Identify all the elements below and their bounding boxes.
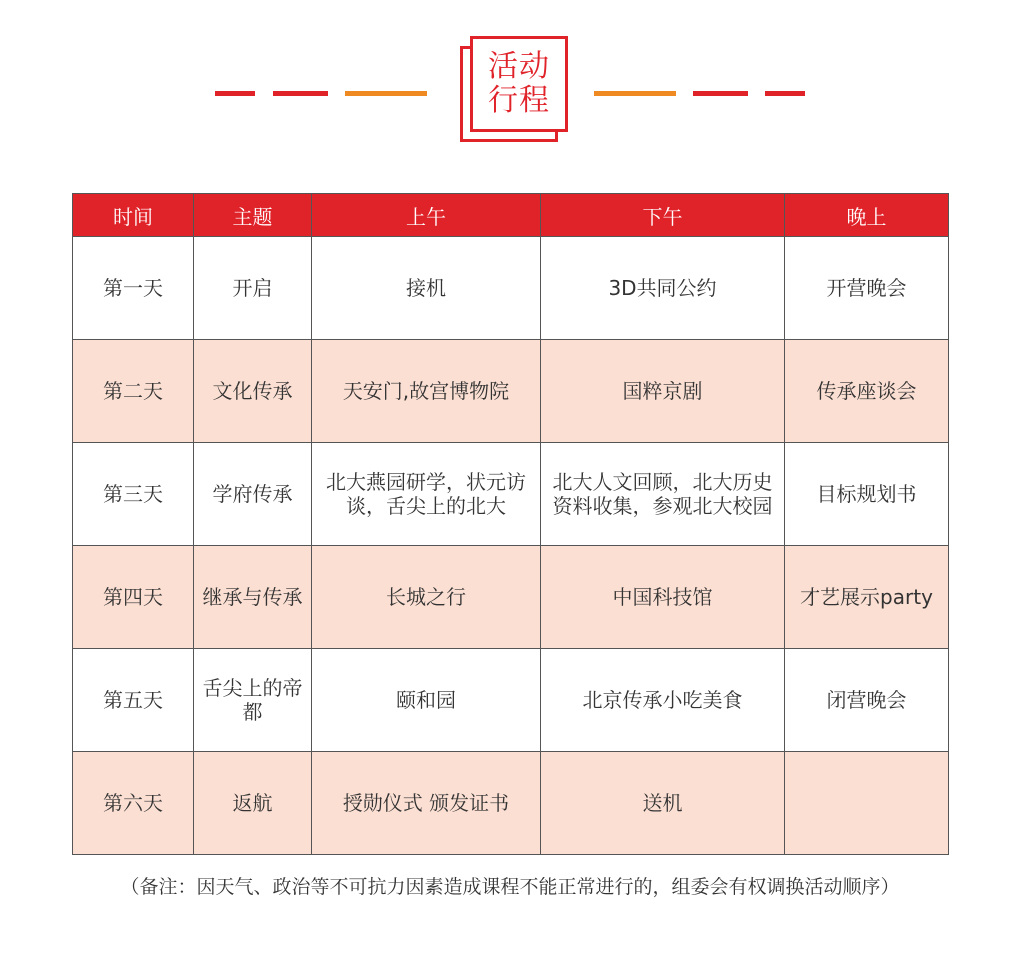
title-badge (470, 36, 568, 132)
cell-theme: 文化传承 (194, 340, 312, 443)
table-row (73, 237, 949, 340)
cell-day: 第六天 (73, 752, 194, 855)
cell-evening: 开营晚会 (785, 237, 949, 340)
header-afternoon: 下午 (541, 194, 785, 237)
cell-day: 第四天 (73, 546, 194, 649)
divider-dash (765, 91, 805, 96)
header-evening: 晚上 (785, 194, 949, 237)
cell-morning: 颐和园 (312, 649, 541, 752)
cell-theme: 开启 (194, 237, 312, 340)
table-row (73, 546, 949, 649)
cell-afternoon: 北京传承小吃美食 (541, 649, 785, 752)
cell-day: 第一天 (73, 237, 194, 340)
title-line-1: 活动 (488, 49, 550, 84)
table-header-row (73, 194, 949, 237)
cell-afternoon: 中国科技馆 (541, 546, 785, 649)
divider-dash (215, 91, 255, 96)
cell-morning: 北大燕园研学，状元访谈，舌尖上的北大 (312, 443, 541, 546)
table-row (73, 752, 949, 855)
cell-theme: 继承与传承 (194, 546, 312, 649)
cell-day: 第二天 (73, 340, 194, 443)
divider-dash (594, 91, 676, 96)
cell-afternoon: 3D共同公约 (541, 237, 785, 340)
schedule-table (72, 193, 949, 855)
cell-evening (785, 752, 949, 855)
footnote: （备注：因天气、政治等不可抗力因素造成课程不能正常进行的，组委会有权调换活动顺序） (120, 876, 900, 898)
divider-dash (273, 91, 328, 96)
table-row (73, 443, 949, 546)
cell-morning: 长城之行 (312, 546, 541, 649)
header-time: 时间 (73, 194, 194, 237)
cell-afternoon: 北大人文回顾，北大历史资料收集，参观北大校园 (541, 443, 785, 546)
title-header (0, 0, 1020, 160)
cell-morning: 授勋仪式 颁发证书 (312, 752, 541, 855)
page-title (487, 50, 551, 118)
header-morning: 上午 (312, 194, 541, 237)
cell-afternoon: 送机 (541, 752, 785, 855)
cell-afternoon: 国粹京剧 (541, 340, 785, 443)
cell-theme: 返航 (194, 752, 312, 855)
table-row (73, 340, 949, 443)
table-row (73, 649, 949, 752)
header-theme: 主题 (194, 194, 312, 237)
divider-dash (345, 91, 427, 96)
cell-evening: 传承座谈会 (785, 340, 949, 443)
cell-day: 第三天 (73, 443, 194, 546)
cell-evening: 才艺展示party (785, 546, 949, 649)
cell-day: 第五天 (73, 649, 194, 752)
cell-evening: 目标规划书 (785, 443, 949, 546)
title-line-2: 行程 (488, 83, 550, 118)
cell-theme: 舌尖上的帝都 (194, 649, 312, 752)
divider-dash (693, 91, 748, 96)
cell-morning: 天安门,故宫博物院 (312, 340, 541, 443)
cell-theme: 学府传承 (194, 443, 312, 546)
cell-morning: 接机 (312, 237, 541, 340)
cell-evening: 闭营晚会 (785, 649, 949, 752)
